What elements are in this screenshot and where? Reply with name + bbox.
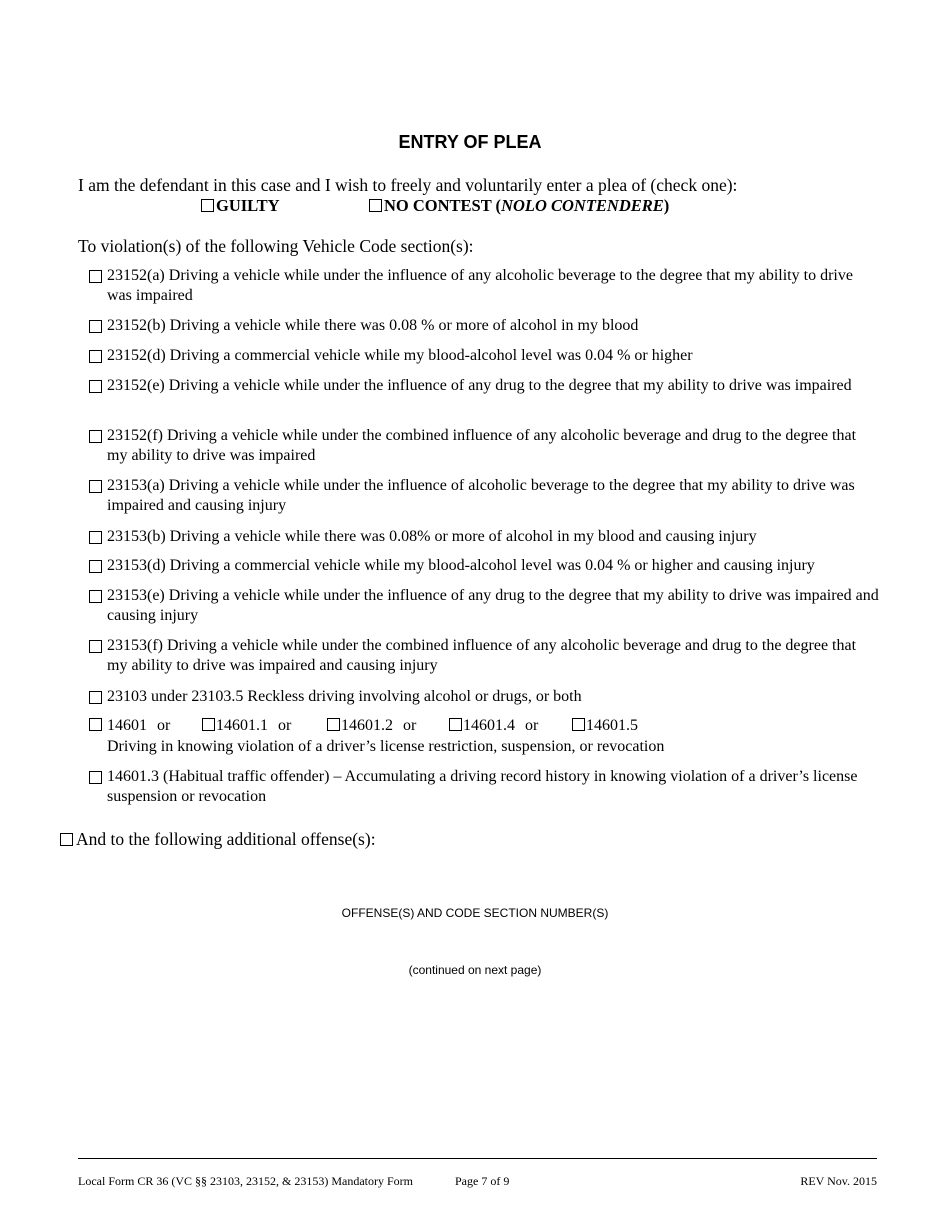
option-23153e[interactable] [89, 586, 879, 626]
violations-intro: To violation(s) of the following Vehicle Code section(s): [78, 236, 474, 256]
option-label: 23153(a) Driving a vehicle while under the influence of alcoholic beverage to the degree that my ability to drive was impaired and causing injury [107, 477, 855, 514]
option-checkbox[interactable] [89, 640, 102, 653]
nolo-contendere-label: NOLO CONTENDERE [501, 196, 664, 215]
additional-offenses[interactable] [60, 828, 376, 850]
no-contest-label: NO CONTEST ( [384, 196, 502, 215]
option-23152e[interactable] [89, 376, 879, 396]
option-14601-4[interactable]: 14601.4 or [449, 716, 572, 736]
option-checkbox[interactable] [89, 430, 102, 443]
option-14601-3[interactable] [89, 767, 879, 807]
option-checkbox[interactable] [89, 380, 102, 393]
option-23153d[interactable] [89, 556, 879, 576]
no-contest-checkbox[interactable] [369, 199, 382, 212]
offense-line-label: OFFENSE(S) AND CODE SECTION NUMBER(S) [341, 906, 609, 920]
option-14601-2[interactable]: 14601.2 or [327, 716, 449, 736]
option-label: 23153(d) Driving a commercial vehicle while my blood-alcohol level was 0.04 % or higher and causing injury [107, 557, 815, 574]
footer-divider [78, 1158, 877, 1159]
license-code-options [89, 716, 638, 736]
guilty-label: GUILTY [216, 196, 280, 215]
guilty-checkbox[interactable] [201, 199, 214, 212]
page-title: ENTRY OF PLEA [398, 132, 542, 152]
continued-note: (continued on next page) [408, 963, 542, 977]
footer-page-number: Page 7 of 9 [455, 1174, 510, 1188]
option-23153b[interactable] [89, 527, 879, 547]
option-checkbox[interactable] [89, 590, 102, 603]
option-label: 23153(b) Driving a vehicle while there was 0.08% or more of alcohol in my blood and causing injury [107, 528, 757, 545]
plea-option-no-contest[interactable]: NO CONTEST (NOLO CONTENDERE) [369, 196, 669, 216]
plea-option-guilty[interactable] [201, 196, 280, 216]
option-checkbox[interactable] [89, 560, 102, 573]
option-label: 23152(d) Driving a commercial vehicle while my blood-alcohol level was 0.04 % or higher [107, 347, 693, 364]
option-14601[interactable]: 14601 or [89, 716, 202, 736]
option-label: 23103 under 23103.5 Reckless driving involving alcohol or drugs, or both [107, 688, 582, 705]
option-label: 23152(f) Driving a vehicle while under the combined influence of any alcoholic beverage and drug to the degree that my ability to drive was impaired [107, 427, 857, 464]
option-23152a[interactable] [89, 266, 879, 306]
option-23103[interactable] [89, 687, 879, 707]
option-checkbox[interactable] [89, 691, 102, 704]
option-checkbox[interactable] [89, 350, 102, 363]
option-checkbox[interactable] [89, 270, 102, 283]
option-checkbox[interactable] [89, 320, 102, 333]
option-checkbox[interactable] [572, 718, 585, 731]
footer-revision: REV Nov. 2015 [800, 1174, 877, 1188]
option-checkbox[interactable] [327, 718, 340, 731]
additional-offenses-label: And to the following additional offense(s): [76, 829, 376, 849]
option-label: 23152(a) Driving a vehicle while under the influence of any alcoholic beverage to the degree that my ability to drive was impaired [107, 267, 853, 304]
footer-form-name: Local Form CR 36 (VC §§ 23103, 23152, & 23153) Mandatory Form [78, 1174, 413, 1188]
option-23152b[interactable] [89, 316, 879, 336]
option-checkbox[interactable] [202, 718, 215, 731]
option-checkbox[interactable] [89, 480, 102, 493]
option-label: 23152(e) Driving a vehicle while under the influence of any drug to the degree that my ability to drive was impaired [107, 377, 852, 394]
additional-offenses-checkbox[interactable] [60, 833, 73, 846]
option-23152f[interactable] [89, 426, 879, 466]
license-codes-description: Driving in knowing violation of a driver’s license restriction, suspension, or revocation [107, 738, 665, 755]
option-label: 23153(e) Driving a vehicle while under the influence of any drug to the degree that my ability to drive was impaired and causing injury [107, 587, 879, 624]
option-checkbox[interactable] [89, 771, 102, 784]
option-14601-1[interactable]: 14601.1 or [202, 716, 327, 736]
option-23153f[interactable] [89, 636, 879, 676]
option-label: 23152(b) Driving a vehicle while there was 0.08 % or more of alcohol in my blood [107, 317, 639, 334]
option-checkbox[interactable] [89, 718, 102, 731]
option-23153a[interactable] [89, 476, 879, 516]
option-14601-5[interactable]: 14601.5 [572, 716, 638, 736]
option-23152d[interactable] [89, 346, 879, 366]
option-checkbox[interactable] [89, 531, 102, 544]
plea-intro: I am the defendant in this case and I wish to freely and voluntarily enter a plea of (check one): [78, 175, 738, 195]
option-label: 23153(f) Driving a vehicle while under the combined influence of any alcoholic beverage and drug to the degree that my ability to drive was impaired and causing injury [107, 637, 857, 674]
option-checkbox[interactable] [449, 718, 462, 731]
option-label: 14601.3 (Habitual traffic offender) – Accumulating a driving record history in knowing violation of a driver’s license suspension or revocation [107, 768, 858, 805]
